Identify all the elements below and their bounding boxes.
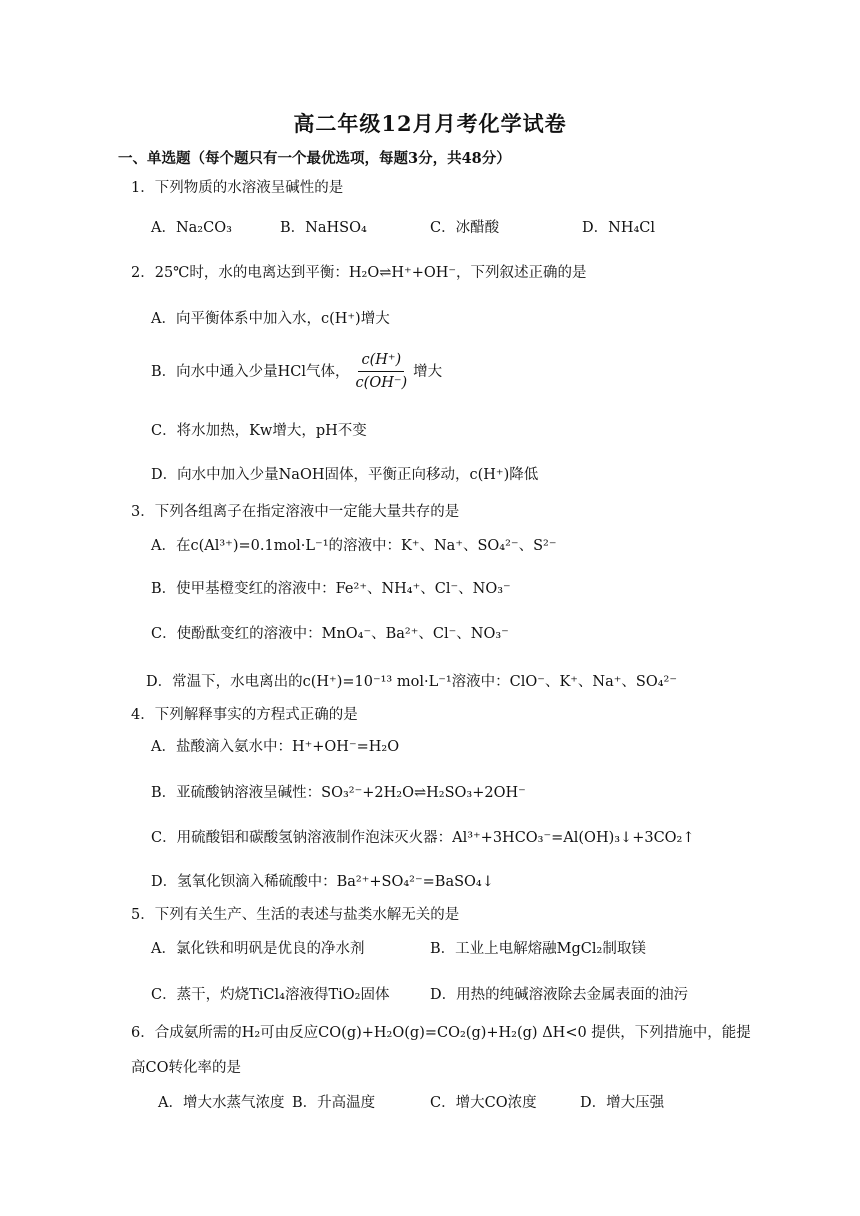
question-1-stem: 1．下列物质的水溶液呈碱性的是 [131, 180, 344, 196]
fraction-numerator: c(H⁺) [358, 350, 404, 372]
question-4-option-a: A．盐酸滴入氨水中：H⁺+OH⁻=H₂O [151, 739, 400, 755]
question-2-option-a: A．向平衡体系中加入水，c(H⁺)增大 [151, 311, 390, 327]
question-6-option-d: D．增大压强 [580, 1095, 665, 1111]
question-2-option-b [151, 350, 442, 393]
concentration-ratio-fraction [353, 350, 411, 393]
question-5-option-c: C．蒸干，灼烧TiCl₄溶液得TiO₂固体 [151, 987, 390, 1003]
question-4-option-d: D．氢氧化钡滴入稀硫酸中：Ba²⁺+SO₄²⁻=BaSO₄↓ [151, 874, 494, 890]
question-2-option-d: D．向水中加入少量NaOH固体，平衡正向移动，c(H⁺)降低 [151, 467, 539, 483]
question-6-option-a: A．增大水蒸气浓度 [158, 1095, 285, 1111]
page-title: 高二年级12月月考化学试卷 [293, 111, 567, 136]
question-2-option-c: C．将水加热，Kw增大，pH不变 [151, 423, 367, 439]
question-5-option-a: A．氯化铁和明矾是优良的净水剂 [151, 941, 365, 957]
question-4-option-c: C．用硫酸铝和碳酸氢钠溶液制作泡沫灭火器：Al³⁺+3HCO₃⁻=Al(OH)₃↓+3CO₂↑ [151, 830, 695, 846]
question-1-option-a: A．Na₂CO₃ [151, 220, 232, 236]
question-3-option-c: C．使酚酞变红的溶液中：MnO₄⁻、Ba²⁺、Cl⁻、NO₃⁻ [151, 626, 509, 642]
question-4-stem: 4．下列解释事实的方程式正确的是 [131, 707, 358, 723]
section-heading: 一、单选题（每个题只有一个最优选项，每题3分，共48分） [118, 150, 511, 167]
question-3-stem: 3．下列各组离子在指定溶液中一定能大量共存的是 [131, 504, 460, 520]
question-4-option-b: B．亚硫酸钠溶液呈碱性：SO₃²⁻+2H₂O⇌H₂SO₃+2OH⁻ [151, 785, 526, 801]
question-6-stem-line-2: 高CO转化率的是 [131, 1060, 241, 1076]
question-5-option-b: B．工业上电解熔融MgCl₂制取镁 [430, 941, 646, 957]
question-5-stem: 5．下列有关生产、生活的表述与盐类水解无关的是 [131, 907, 460, 923]
question-1-option-d: D．NH₄Cl [582, 220, 656, 236]
question-2-option-b-suffix: 增大 [413, 363, 443, 380]
question-2-option-b-text: B．向水中通入少量HCl气体， [151, 363, 350, 380]
question-3-option-d: D．常温下，水电离出的c(H⁺)=10⁻¹³ mol·L⁻¹溶液中：ClO⁻、K⁺、Na⁺、SO₄²⁻ [146, 674, 678, 690]
question-6-option-c: C．增大CO浓度 [430, 1095, 537, 1111]
question-2-stem: 2．25℃时，水的电离达到平衡：H₂O⇌H⁺+OH⁻，下列叙述正确的是 [131, 265, 587, 281]
question-6-stem-line-1: 6．合成氨所需的H₂可由反应CO(g)+H₂O(g)=CO₂(g)+H₂(g) ΔH<0 提供，下列措施中，能提 [131, 1025, 751, 1041]
question-5-option-d: D．用热的纯碱溶液除去金属表面的油污 [430, 987, 689, 1003]
question-1-option-c: C．冰醋酸 [430, 220, 500, 236]
question-3-option-b: B．使甲基橙变红的溶液中：Fe²⁺、NH₄⁺、Cl⁻、NO₃⁻ [151, 581, 511, 597]
question-1-option-b: B．NaHSO₄ [280, 220, 367, 236]
fraction-denominator: c(OH⁻) [355, 375, 408, 391]
question-6-option-b: B．升高温度 [292, 1095, 376, 1111]
question-3-option-a: A．在c(Al³⁺)=0.1mol·L⁻¹的溶液中：K⁺、Na⁺、SO₄²⁻、S²⁻ [151, 538, 557, 554]
